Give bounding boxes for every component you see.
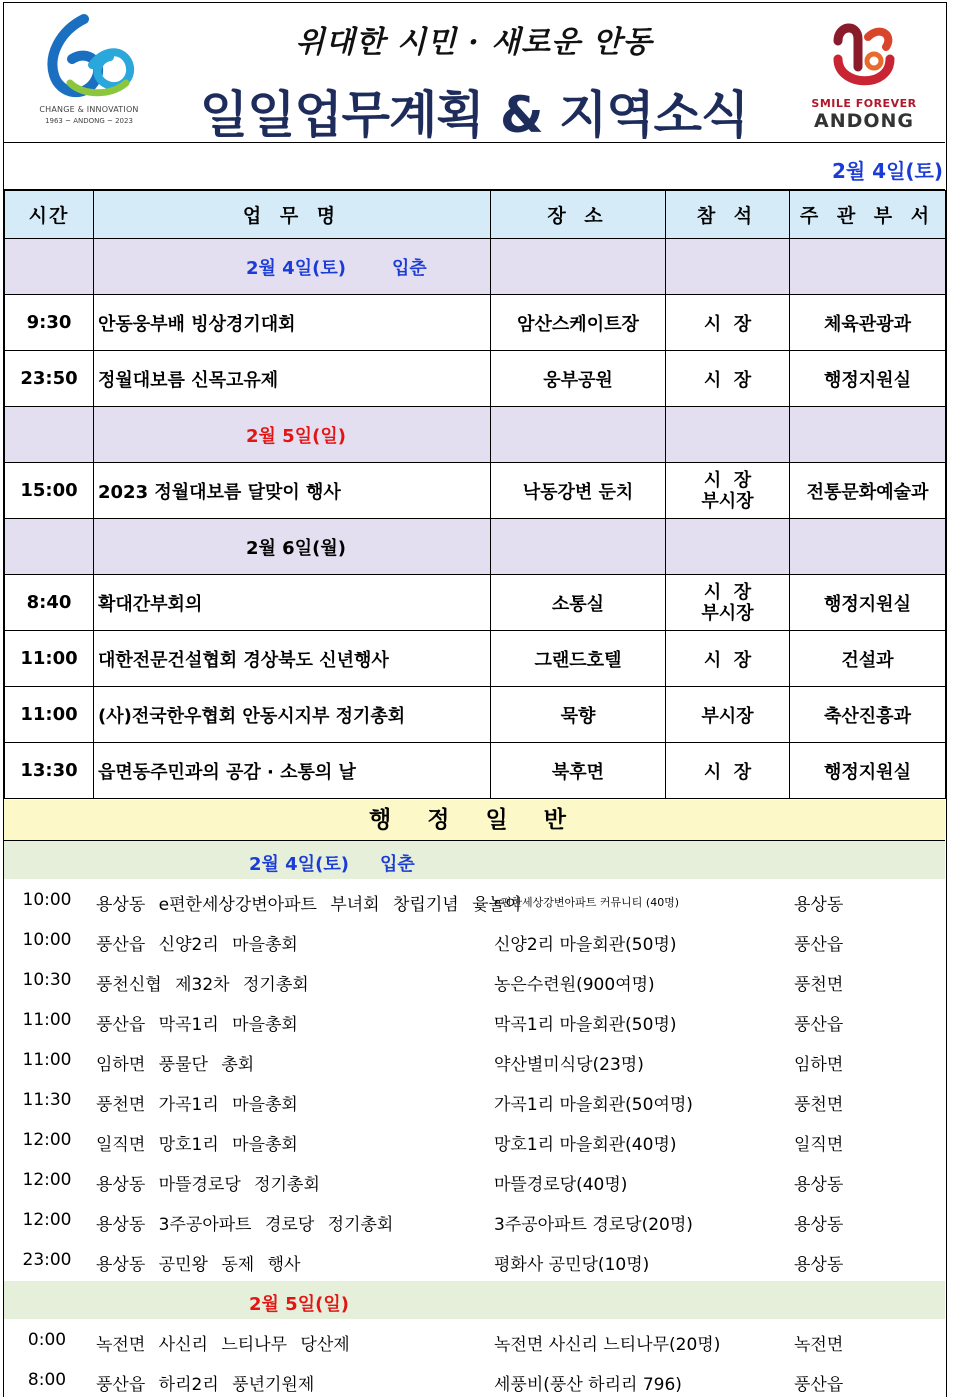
day-solar-term: 입춘 (391, 257, 427, 279)
attendee: 시 장 (703, 761, 752, 783)
attendee: 시 장 (703, 469, 752, 491)
item-name: 풍산읍 막곡1리 마을총회 (96, 1015, 298, 1035)
attendee: 시 장 (703, 313, 752, 335)
col-header-time: 시간 (5, 191, 94, 239)
day-dept-cell (790, 239, 946, 295)
item-place: 마뜰경로당(40명) (494, 1175, 628, 1195)
table-header-row (5, 191, 946, 239)
item-name: 풍천면 가곡1리 마을총회 (96, 1095, 298, 1115)
attendee: 부시장 (701, 602, 754, 624)
admin-day-row (4, 841, 945, 879)
document-page (3, 2, 947, 1397)
item-area: 임하면 (794, 1055, 844, 1075)
day-time-cell (5, 519, 94, 575)
task-cell: 안동웅부배 빙상경기대회 (94, 295, 491, 351)
item-place: 3주공아파트 경로당(20명) (494, 1215, 693, 1235)
day-label-cell (94, 519, 491, 575)
dept-cell: 행정지원실 (790, 351, 946, 407)
item-time: 11:00 (22, 1010, 72, 1030)
schedule-table (4, 190, 946, 799)
item-area: 풍산읍 (794, 935, 844, 955)
logo-caption-top: CHANGE & INNOVATION (39, 105, 139, 114)
table-row (5, 687, 946, 743)
attendee: 시 장 (703, 369, 752, 391)
anniversary-logo (34, 13, 144, 128)
attendee: 부시장 (701, 490, 754, 512)
item-place: 녹전면 사신리 느티나무(20명) (494, 1335, 721, 1355)
day-label: 2월 4일(토) (246, 257, 346, 279)
andong-smile-icon (824, 15, 904, 95)
day-row (5, 239, 946, 295)
item-time: 23:00 (22, 1250, 72, 1270)
list-item (4, 1361, 945, 1397)
item-area: 풍천면 (794, 975, 844, 995)
item-time: 12:00 (22, 1170, 72, 1190)
col-header-task: 업 무 명 (94, 191, 491, 239)
table-row (5, 351, 946, 407)
list-item (4, 961, 945, 1001)
item-place: 세풍비(풍산 하리리 796) (494, 1375, 682, 1395)
dept-cell: 건설과 (790, 631, 946, 687)
item-place: 약산별미식당(23명) (494, 1055, 644, 1075)
item-place: 평화사 공민당(10명) (494, 1255, 650, 1275)
task-cell: 대한전문건설협회 경상북도 신년행사 (94, 631, 491, 687)
item-name: 일직면 망호1리 마을총회 (96, 1135, 298, 1155)
item-place: 가곡1리 마을회관(50여명) (494, 1095, 693, 1115)
item-name: 임하면 풍물단 총회 (96, 1055, 255, 1075)
place-cell: 묵향 (491, 687, 666, 743)
day-label-cell (94, 407, 491, 463)
place-cell: 소통실 (491, 575, 666, 631)
item-name: 풍산읍 하리2리 풍년기원제 (96, 1375, 315, 1395)
attend-cell (666, 631, 790, 687)
task-cell: (사)전국한우협회 안동시지부 정기총회 (94, 687, 491, 743)
item-area: 용상동 (794, 1215, 844, 1235)
place-cell: 암산스케이트장 (491, 295, 666, 351)
item-place: 농은수련원(900여명) (494, 975, 655, 995)
page-title: 일일업무계획 & 지역소식 (199, 86, 749, 144)
list-item (4, 921, 945, 961)
list-item (4, 1121, 945, 1161)
item-area: 풍천면 (794, 1095, 844, 1115)
dept-cell: 행정지원실 (790, 743, 946, 799)
item-area: 일직면 (794, 1135, 844, 1155)
item-time: 0:00 (27, 1330, 67, 1350)
time-cell: 9:30 (5, 295, 94, 351)
day-time-cell (5, 407, 94, 463)
list-item (4, 1201, 945, 1241)
item-name: 풍산읍 신양2리 마을총회 (96, 935, 298, 955)
attend-cell (666, 687, 790, 743)
time-cell: 8:40 (5, 575, 94, 631)
item-name: 녹전면 사신리 느티나무 당산제 (96, 1335, 350, 1355)
dept-cell: 전통문화예술과 (790, 463, 946, 519)
report-date-row (4, 144, 945, 190)
day-place-cell (491, 407, 666, 463)
item-place: 막곡1리 마을회관(50명) (494, 1015, 677, 1035)
item-area: 녹전면 (794, 1335, 844, 1355)
item-time: 8:00 (27, 1370, 67, 1390)
item-name: 용상동 마뜰경로당 정기총회 (96, 1175, 320, 1195)
admin-day-row (4, 1281, 945, 1319)
item-time: 12:00 (22, 1210, 72, 1230)
day-row (5, 407, 946, 463)
brand-name: ANDONG (813, 110, 915, 132)
table-row (5, 631, 946, 687)
time-cell: 15:00 (5, 463, 94, 519)
item-name: 풍천신협 제32차 정기총회 (96, 975, 309, 995)
attend-cell (666, 575, 790, 631)
day-attend-cell (666, 407, 790, 463)
day-place-cell (491, 519, 666, 575)
item-area: 풍산읍 (794, 1015, 844, 1035)
item-place: e편한세상강변아파트 커뮤니티 (40명) (494, 896, 680, 909)
dept-cell: 행정지원실 (790, 575, 946, 631)
col-header-place: 장 소 (491, 191, 666, 239)
day-label-cell (94, 239, 491, 295)
col-header-dept: 주 관 부 서 (790, 191, 946, 239)
attend-cell (666, 463, 790, 519)
item-area: 용상동 (794, 1175, 844, 1195)
task-cell: 읍면동주민과의 공감 · 소통의 날 (94, 743, 491, 799)
list-item (4, 1241, 945, 1281)
item-time: 10:30 (22, 970, 72, 990)
day-label: 2월 6일(월) (246, 537, 346, 559)
item-area: 용상동 (794, 1255, 844, 1275)
day-row (5, 519, 946, 575)
place-cell: 낙동강변 둔치 (491, 463, 666, 519)
report-date: 2월 4일(토) (831, 159, 943, 183)
day-time-cell (5, 239, 94, 295)
day-dept-cell (790, 407, 946, 463)
list-item (4, 1041, 945, 1081)
time-cell: 13:30 (5, 743, 94, 799)
day-attend-cell (666, 239, 790, 295)
list-item (4, 881, 945, 921)
time-cell: 11:00 (5, 687, 94, 743)
admin-day-label: 2월 4일(토) (249, 854, 349, 875)
list-item (4, 1321, 945, 1361)
dept-cell: 축산진흥과 (790, 687, 946, 743)
attendee: 시 장 (703, 581, 752, 603)
list-item (4, 1081, 945, 1121)
schedule-body (5, 239, 946, 799)
attendee: 시 장 (703, 649, 752, 671)
dept-cell: 체육관광과 (790, 295, 946, 351)
place-cell: 북후면 (491, 743, 666, 799)
logo-caption-bottom: 1963 ~ ANDONG ~ 2023 (45, 117, 133, 125)
time-cell: 11:00 (5, 631, 94, 687)
andong-brand-logo (804, 15, 924, 135)
item-time: 11:30 (22, 1090, 72, 1110)
item-area: 용상동 (794, 895, 844, 915)
item-name: 용상동 3주공아파트 경로당 정기총회 (96, 1215, 394, 1235)
table-row (5, 463, 946, 519)
item-time: 12:00 (22, 1130, 72, 1150)
admin-day-solar-term: 입춘 (380, 854, 415, 875)
item-name: 용상동 공민왕 동제 행사 (96, 1255, 301, 1275)
col-header-attend: 참 석 (666, 191, 790, 239)
item-area: 풍산읍 (794, 1375, 844, 1395)
task-cell: 정월대보름 신목고유제 (94, 351, 491, 407)
admin-section-title: 행 정 일 반 (4, 800, 945, 841)
task-cell: 2023 정월대보름 달맞이 행사 (94, 463, 491, 519)
place-cell: 그랜드호텔 (491, 631, 666, 687)
attendee: 부시장 (701, 705, 754, 727)
place-cell: 웅부공원 (491, 351, 666, 407)
admin-day-label: 2월 5일(일) (249, 1294, 349, 1315)
day-place-cell (491, 239, 666, 295)
attend-cell (666, 743, 790, 799)
time-cell: 23:50 (5, 351, 94, 407)
attend-cell (666, 351, 790, 407)
document-header (4, 3, 945, 143)
item-name: 용상동 e편한세상강변아파트 부녀회 창립기념 윷놀이 (96, 895, 522, 915)
sixty-logo-icon (40, 13, 140, 101)
table-row (5, 575, 946, 631)
item-time: 11:00 (22, 1050, 72, 1070)
task-cell: 확대간부회의 (94, 575, 491, 631)
item-place: 신양2리 마을회관(50명) (494, 935, 677, 955)
day-label: 2월 5일(일) (246, 425, 346, 447)
city-slogan: 위대한 시민 · 새로운 안동 (295, 25, 653, 60)
attend-cell (666, 295, 790, 351)
table-row (5, 743, 946, 799)
item-time: 10:00 (22, 890, 72, 910)
item-place: 망호1리 마을회관(40명) (494, 1135, 677, 1155)
item-time: 10:00 (22, 930, 72, 950)
day-dept-cell (790, 519, 946, 575)
table-row (5, 295, 946, 351)
list-item (4, 1161, 945, 1201)
day-attend-cell (666, 519, 790, 575)
list-item (4, 1001, 945, 1041)
brand-tagline: SMILE FOREVER (811, 97, 917, 110)
